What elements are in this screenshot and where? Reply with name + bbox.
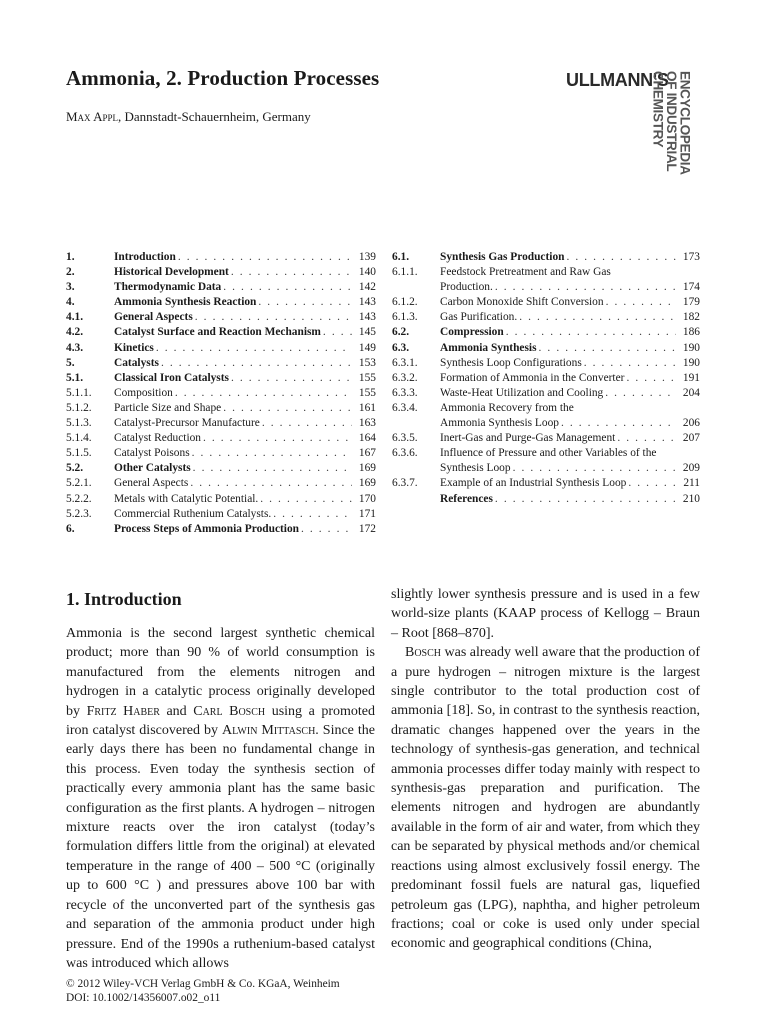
toc-title-line xyxy=(440,295,700,310)
toc-leader-dots xyxy=(203,431,352,446)
toc-page-number: 145 xyxy=(358,326,376,339)
toc-page-number: 174 xyxy=(682,281,700,294)
logo-brand: ULLMANN'S xyxy=(566,70,669,90)
toc-leader-dots xyxy=(539,341,676,356)
toc-leader-dots xyxy=(178,250,352,265)
toc-page-number: 164 xyxy=(358,432,376,445)
toc-entry xyxy=(66,310,376,325)
toc-page-number: 163 xyxy=(358,417,376,430)
toc-page-number: 210 xyxy=(682,492,700,505)
toc-leader-dots xyxy=(519,310,676,325)
toc-leader-dots xyxy=(506,325,676,340)
toc-page-number: 171 xyxy=(358,507,376,520)
toc-number: 6.3.5. xyxy=(392,432,418,445)
toc-page-number: 170 xyxy=(358,492,376,505)
toc-entry-body xyxy=(114,431,376,446)
toc-title-line xyxy=(440,431,700,446)
toc-title: Production. xyxy=(440,281,493,294)
toc-entry-body xyxy=(114,507,376,522)
toc-number: 6.1.3. xyxy=(392,311,418,324)
toc-number: 5.2.1. xyxy=(66,477,92,490)
author-name: Max Appl xyxy=(66,109,118,124)
toc-title-line xyxy=(440,250,700,265)
toc-page-number: 173 xyxy=(682,251,700,263)
toc-title: Synthesis Loop Configurations xyxy=(440,356,582,369)
logo-subtitle xyxy=(651,71,692,175)
toc-number: 2. xyxy=(66,266,75,279)
toc-leader-dots xyxy=(161,356,352,371)
toc-title-line xyxy=(114,280,376,295)
toc-leader-dots xyxy=(231,371,352,386)
toc-entry-body xyxy=(440,356,700,371)
toc-title-line xyxy=(440,371,700,386)
toc-page-number: 161 xyxy=(358,401,376,414)
toc-page-number: 139 xyxy=(358,251,376,263)
toc-title: Ammonia Synthesis Loop xyxy=(440,417,559,430)
toc-page-number: 191 xyxy=(682,371,700,384)
toc-title: Composition xyxy=(114,386,173,399)
toc-entry xyxy=(66,280,376,295)
toc-page-number: 142 xyxy=(358,281,376,294)
logo-line: OF INDUSTRIAL xyxy=(664,71,679,172)
toc-entry xyxy=(392,431,700,446)
toc-title-line xyxy=(440,476,700,491)
section-heading: 1. Introduction xyxy=(66,589,182,609)
toc-title: Process Steps of Ammonia Production xyxy=(114,522,299,535)
toc-title: Synthesis Loop xyxy=(440,462,511,475)
toc-title-line xyxy=(114,446,376,461)
toc-entry xyxy=(392,356,700,371)
toc-leader-dots xyxy=(260,492,352,507)
toc-title: General Aspects xyxy=(114,477,189,490)
toc-entry xyxy=(66,325,376,340)
toc-title-line1: Influence of Pressure and other Variables of the xyxy=(440,447,657,460)
toc-title: Kinetics xyxy=(114,341,154,354)
toc-number: 4. xyxy=(66,296,75,309)
toc-title-line xyxy=(114,507,376,522)
toc-title-line1: Ammonia Recovery from the xyxy=(440,401,574,414)
toc-leader-dots xyxy=(495,280,676,295)
toc-number: 5. xyxy=(66,356,75,369)
toc-entry-body xyxy=(114,265,376,280)
paragraph: slightly lower synthesis pressure and is used in a few world-size plants (KAAP process of Kellogg – Braun – Root [868–870]. xyxy=(391,587,700,641)
toc-page-number: 172 xyxy=(358,522,376,535)
toc-title: General Aspects xyxy=(114,311,193,324)
toc-page-number: 169 xyxy=(358,477,376,490)
toc-leader-dots xyxy=(190,476,352,491)
toc-title-line xyxy=(440,310,700,325)
toc-entry xyxy=(392,476,700,491)
logo-line: ENCYCLOPEDIA xyxy=(677,71,693,175)
page-footer xyxy=(66,977,340,1005)
toc-entry xyxy=(392,265,700,295)
toc-leader-dots xyxy=(628,476,676,491)
toc-title-line xyxy=(114,416,376,431)
toc-number: 5.1.4. xyxy=(66,432,92,445)
toc-number: 5.2.2. xyxy=(66,492,92,505)
toc-entry xyxy=(392,325,700,340)
toc-entry xyxy=(392,401,700,431)
toc-leader-dots xyxy=(626,371,676,386)
toc-title: Classical Iron Catalysts xyxy=(114,371,229,384)
toc-entry xyxy=(66,446,376,461)
toc-page-number: 204 xyxy=(682,386,700,399)
toc-title-line1: Feedstock Pretreatment and Raw Gas xyxy=(440,266,611,279)
toc-number: 5.1.1. xyxy=(66,386,92,399)
toc-title: Compression xyxy=(440,326,504,339)
toc-title: Particle Size and Shape xyxy=(114,401,222,414)
toc-leader-dots xyxy=(195,310,352,325)
toc-title-line xyxy=(440,492,700,507)
toc-entry xyxy=(66,507,376,522)
toc-entry xyxy=(392,341,700,356)
toc-title: Ammonia Synthesis Reaction xyxy=(114,296,257,309)
toc-leader-dots xyxy=(223,401,352,416)
toc-title: Carbon Monoxide Shift Conversion xyxy=(440,296,604,309)
toc-page-number: 149 xyxy=(358,341,376,354)
logo-line: CHEMISTRY xyxy=(650,71,666,148)
toc-page-number: 143 xyxy=(358,311,376,324)
toc-entry-body xyxy=(440,492,700,507)
toc-entry xyxy=(392,446,700,476)
toc-entry xyxy=(66,295,376,310)
toc-leader-dots xyxy=(223,280,352,295)
toc-title: Other Catalysts xyxy=(114,462,191,475)
toc-number: 6.1.2. xyxy=(392,296,418,309)
toc-page-number: 186 xyxy=(682,326,700,339)
toc-title: Catalyst Poisons xyxy=(114,447,190,460)
toc-number: 5.2.3. xyxy=(66,507,92,520)
toc-page-number: 155 xyxy=(358,371,376,384)
toc-number: 4.2. xyxy=(66,326,84,339)
toc-title-line xyxy=(114,265,376,280)
toc-number: 5.1.5. xyxy=(66,447,92,460)
toc-title: Waste-Heat Utilization and Cooling xyxy=(440,386,604,399)
toc-title-line xyxy=(114,431,376,446)
toc-entry-body xyxy=(440,401,700,431)
toc-entry-body xyxy=(114,280,376,295)
toc-leader-dots xyxy=(258,295,352,310)
toc-title-line xyxy=(114,522,376,537)
paragraph: Bosch was already well aware that the production of a pure hydrogen – nitrogen mixture is the largest single contributor to the total production cost of ammonia [18]. So, in contrast to the synthesis reaction, dramatic changes happened over the years in the technology of synthesis-gas generation, and technical ammonia processes differ today mainly with respect to synthesis-gas preparation and purification. The elements nitrogen and hydrogen are abundantly available in the form of air and water, from which they can be separated by physical methods and/or chemical reactions using almost exclusively fossil energy. The predominant fossil fuels are natural gas, liquefied petroleum gas (LPG), naphtha, and higher petroleum fractions; coal or coke is used only under special economic and geographical conditions (China, xyxy=(391,645,700,952)
toc-leader-dots xyxy=(231,265,352,280)
toc-entry xyxy=(66,431,376,446)
toc-entry xyxy=(392,295,700,310)
toc-title-line xyxy=(114,371,376,386)
toc-entry-body xyxy=(114,416,376,431)
toc-title-line xyxy=(114,310,376,325)
toc-number: 5.1.3. xyxy=(66,417,92,430)
toc-entry xyxy=(392,386,700,401)
toc-number: 5.1.2. xyxy=(66,401,92,414)
toc-number: 4.1. xyxy=(66,311,84,324)
toc-title-line xyxy=(114,401,376,416)
person-name: Bosch xyxy=(405,645,442,661)
toc-leader-dots xyxy=(606,295,676,310)
toc-number: 6.3.3. xyxy=(392,386,418,399)
toc-title: Catalyst Reduction xyxy=(114,432,201,445)
toc-entry xyxy=(66,476,376,491)
toc-title: Metals with Catalytic Potential. xyxy=(114,492,259,505)
toc-number: 6.3.1. xyxy=(392,356,418,369)
toc-page-number: 140 xyxy=(358,266,376,279)
toc-entry xyxy=(66,250,376,265)
toc-number: 6.3.6. xyxy=(392,447,418,460)
person-name: Carl Bosch xyxy=(193,703,266,719)
toc-title: Commercial Ruthenium Catalysts. xyxy=(114,507,272,520)
toc-entry xyxy=(66,341,376,356)
article-title: Ammonia, 2. Production Processes xyxy=(66,66,380,90)
toc-entry-body xyxy=(114,446,376,461)
toc-entry-body xyxy=(114,401,376,416)
toc-title-line xyxy=(114,341,376,356)
toc-entry-body xyxy=(440,386,700,401)
toc-entry-body xyxy=(440,250,700,265)
toc-page-number: 182 xyxy=(682,311,700,324)
toc-leader-dots xyxy=(561,416,676,431)
toc-number: 5.1. xyxy=(66,371,84,384)
toc-title-line xyxy=(114,492,376,507)
toc-title: Catalysts xyxy=(114,356,159,369)
toc-page-number: 190 xyxy=(682,356,700,369)
toc-leader-dots xyxy=(193,461,352,476)
toc-number: 5.2. xyxy=(66,462,84,475)
toc-leader-dots xyxy=(175,386,352,401)
toc-number: 3. xyxy=(66,281,75,294)
author-line xyxy=(66,109,311,125)
toc-leader-dots xyxy=(513,461,676,476)
copyright: © 2012 Wiley-VCH Verlag GmbH & Co. KGaA, Weinheim xyxy=(66,978,340,990)
toc-number: 6.1. xyxy=(392,251,410,263)
toc-number: 4.3. xyxy=(66,341,84,354)
toc-entry xyxy=(66,356,376,371)
toc-title: References xyxy=(440,492,493,505)
toc-page-number: 169 xyxy=(358,462,376,475)
toc-page-number: 179 xyxy=(682,296,700,309)
toc-entry-body xyxy=(114,341,376,356)
toc-title: Inert-Gas and Purge-Gas Management xyxy=(440,432,616,445)
toc-leader-dots xyxy=(156,341,352,356)
toc-title: Ammonia Synthesis xyxy=(440,341,537,354)
toc-entry xyxy=(66,265,376,280)
toc-leader-dots xyxy=(301,522,352,537)
toc-title: Historical Development xyxy=(114,266,229,279)
toc-number: 1. xyxy=(66,251,75,263)
toc-page-number: 206 xyxy=(682,417,700,430)
toc-entry xyxy=(392,310,700,325)
toc-entry-body xyxy=(114,492,376,507)
toc-right-column xyxy=(392,250,700,507)
toc-leader-dots xyxy=(605,386,676,401)
toc-entry-body xyxy=(440,325,700,340)
toc-leader-dots xyxy=(262,416,352,431)
toc-title: Formation of Ammonia in the Converter xyxy=(440,371,625,384)
toc-title-line xyxy=(114,476,376,491)
toc-entry xyxy=(66,461,376,476)
toc-entry-body xyxy=(440,295,700,310)
toc-page-number: 209 xyxy=(682,462,700,475)
toc-leader-dots xyxy=(192,446,352,461)
body-column-right xyxy=(391,585,700,954)
toc-number: 6.1.1. xyxy=(392,266,418,279)
toc-title: Catalyst Surface and Reaction Mechanism xyxy=(114,326,321,339)
toc-number: 6.3.2. xyxy=(392,371,418,384)
toc-entry-body xyxy=(440,446,700,476)
toc-entry-body xyxy=(114,371,376,386)
toc-title-line xyxy=(440,341,700,356)
doi: DOI: 10.1002/14356007.o02_o11 xyxy=(66,992,221,1004)
person-name: Alwin Mittasch xyxy=(221,723,316,739)
toc-leader-dots xyxy=(617,431,676,446)
body-column-left xyxy=(66,624,375,973)
toc-entry xyxy=(392,492,700,507)
toc-title-line xyxy=(440,386,700,401)
toc-title-line xyxy=(440,461,700,476)
toc-number: 6.3.4. xyxy=(392,401,418,414)
toc-title-line xyxy=(114,386,376,401)
toc-page-number: 207 xyxy=(682,432,700,445)
toc-number: 6.2. xyxy=(392,326,410,339)
toc-entry xyxy=(66,401,376,416)
toc-title-line xyxy=(114,325,376,340)
toc-entry xyxy=(66,492,376,507)
toc-entry xyxy=(66,386,376,401)
toc-leader-dots xyxy=(584,356,676,371)
toc-title-line xyxy=(114,461,376,476)
toc-leader-dots xyxy=(566,250,676,265)
toc-entry-body xyxy=(440,476,700,491)
toc-title-line xyxy=(440,280,700,295)
toc-page-number: 155 xyxy=(358,386,376,399)
person-name: Fritz Haber xyxy=(86,703,160,719)
toc-title: Thermodynamic Data xyxy=(114,281,222,294)
toc-entry xyxy=(66,522,376,537)
toc-title-line xyxy=(440,325,700,340)
toc-page-number: 143 xyxy=(358,296,376,309)
toc-page-number: 190 xyxy=(682,341,700,354)
toc-entry-body xyxy=(440,341,700,356)
toc-title: Example of an Industrial Synthesis Loop xyxy=(440,477,627,490)
toc-leader-dots xyxy=(273,507,352,522)
toc-entry xyxy=(66,416,376,431)
publisher-logo xyxy=(566,71,696,211)
toc-entry-body xyxy=(114,386,376,401)
toc-entry-body xyxy=(114,522,376,537)
toc-entry-body xyxy=(440,371,700,386)
toc-title-line xyxy=(440,356,700,371)
toc-number: 6. xyxy=(66,522,75,535)
toc-title: Introduction xyxy=(114,251,176,263)
toc-number: 6.3.7. xyxy=(392,477,418,490)
toc-entry-body xyxy=(114,325,376,340)
toc-title-line xyxy=(440,416,700,431)
toc-page-number: 153 xyxy=(358,356,376,369)
toc-title-line xyxy=(114,356,376,371)
toc-entry xyxy=(392,371,700,386)
toc-entry-body xyxy=(114,476,376,491)
toc-entry-body xyxy=(114,356,376,371)
toc-entry-body xyxy=(114,461,376,476)
toc-left-column xyxy=(66,250,376,537)
toc-title-line xyxy=(114,295,376,310)
toc-page-number: 211 xyxy=(683,477,700,490)
toc-entry-body xyxy=(114,295,376,310)
toc-leader-dots xyxy=(323,325,352,340)
toc-entry xyxy=(392,250,700,265)
author-affiliation: , Dannstadt-Schauernheim, Germany xyxy=(118,109,311,124)
toc-title: Catalyst-Precursor Manufacture xyxy=(114,417,260,430)
toc-entry-body xyxy=(440,265,700,295)
paragraph: Ammonia is the second largest synthetic chemical product; more than 90 % of world consumption is manufactured from the elements nitrogen and hydrogen in a catalytic process originally developed by Fritz Haber and Carl Bosch using a promoted iron catalyst discovered by Alwin Mittasch. Since the early days there has been no fundamental change in this process. Even today the synthesis section of practically every ammonia plant has the same basic configuration as the first plants. A hydrogen – nitrogen mixture reacts over the iron catalyst (today’s formulation differs little from the original) at elevated temperature in the range of 400 – 500 °C (originally up to 600 °C ) and pressures above 100 bar with recycle of the unconverted part of the synthesis gas and separation of the ammonia product under high pressure. End of the 1990s a ruthenium-based catalyst was introduced which allows xyxy=(66,626,375,971)
toc-page-number: 167 xyxy=(358,447,376,460)
toc-entry-body xyxy=(114,250,376,265)
toc-entry xyxy=(66,371,376,386)
toc-entry-body xyxy=(114,310,376,325)
toc-leader-dots xyxy=(495,492,676,507)
toc-title: Synthesis Gas Production xyxy=(440,251,565,263)
toc-title-line xyxy=(114,250,376,265)
toc-number: 6.3. xyxy=(392,341,410,354)
toc-entry-body xyxy=(440,431,700,446)
toc-title: Gas Purification. xyxy=(440,311,518,324)
toc-entry-body xyxy=(440,310,700,325)
